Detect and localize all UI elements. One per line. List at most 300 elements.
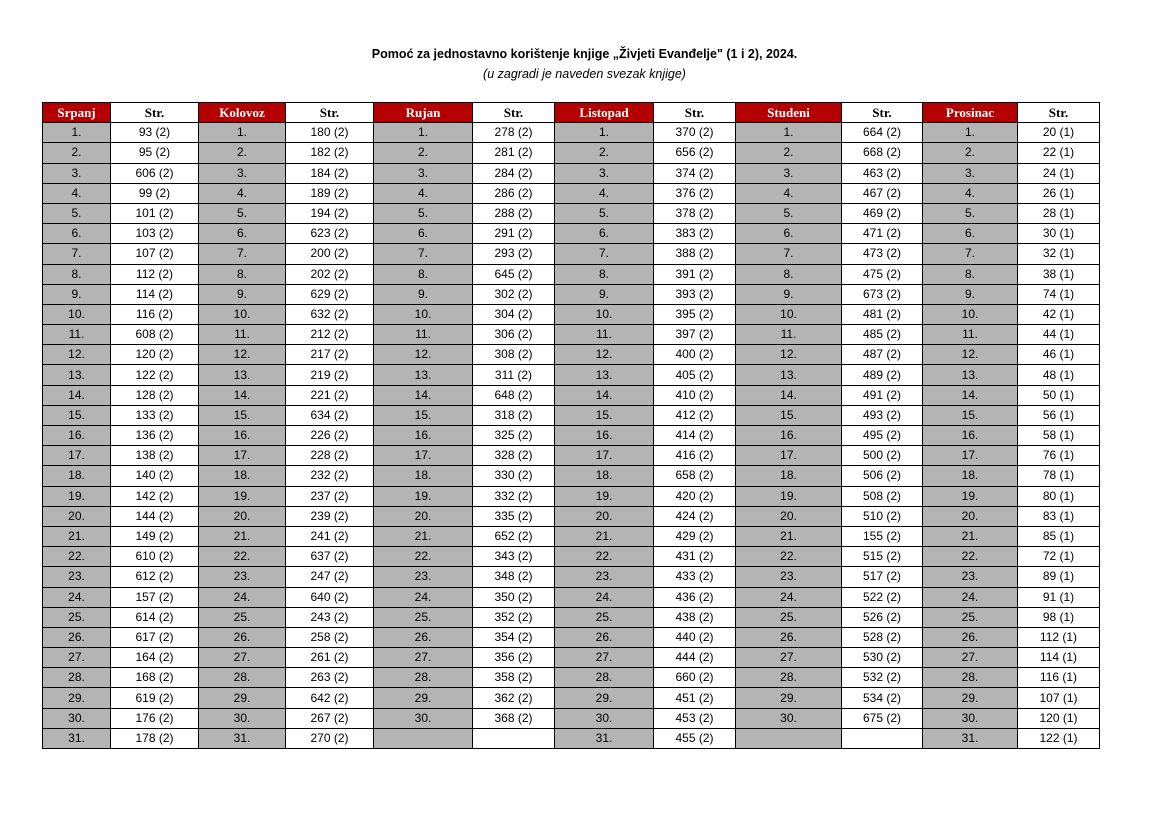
day-cell: 3. — [736, 163, 842, 183]
table-row — [43, 648, 1100, 668]
page-cell: 510 (2) — [842, 506, 923, 526]
day-cell: 14. — [736, 385, 842, 405]
day-cell: 26. — [923, 627, 1018, 647]
page-cell: 168 (2) — [111, 668, 199, 688]
page-cell: 194 (2) — [286, 203, 374, 223]
day-cell: 21. — [736, 526, 842, 546]
page-cell: 20 (1) — [1018, 123, 1100, 143]
month-header: Rujan — [374, 103, 473, 123]
page-cell: 239 (2) — [286, 506, 374, 526]
table-body — [43, 123, 1100, 749]
table-row — [43, 547, 1100, 567]
day-cell: 15. — [736, 405, 842, 425]
page-cell: 304 (2) — [473, 304, 555, 324]
day-cell: 14. — [923, 385, 1018, 405]
day-cell: 2. — [555, 143, 654, 163]
day-cell: 22. — [923, 547, 1018, 567]
page-cell: 431 (2) — [654, 547, 736, 567]
page-cell: 350 (2) — [473, 587, 555, 607]
day-cell: 5. — [374, 203, 473, 223]
day-cell: 9. — [736, 284, 842, 304]
page-cell: 308 (2) — [473, 345, 555, 365]
page-cell: 176 (2) — [111, 708, 199, 728]
day-cell: 18. — [199, 466, 286, 486]
day-cell: 8. — [923, 264, 1018, 284]
page-cell: 133 (2) — [111, 405, 199, 425]
page-cell: 640 (2) — [286, 587, 374, 607]
day-cell: 29. — [199, 688, 286, 708]
day-cell: 25. — [43, 607, 111, 627]
page-cell: 608 (2) — [111, 325, 199, 345]
day-cell: 28. — [736, 668, 842, 688]
day-cell: 13. — [43, 365, 111, 385]
day-cell: 22. — [555, 547, 654, 567]
day-cell: 24. — [374, 587, 473, 607]
page-cell: 530 (2) — [842, 648, 923, 668]
page-cell: 471 (2) — [842, 224, 923, 244]
day-cell: 11. — [43, 325, 111, 345]
page-cell: 144 (2) — [111, 506, 199, 526]
day-cell: 18. — [923, 466, 1018, 486]
day-cell: 17. — [555, 446, 654, 466]
day-cell: 30. — [736, 708, 842, 728]
page-cell: 140 (2) — [111, 466, 199, 486]
day-cell: 8. — [555, 264, 654, 284]
page-cell: 397 (2) — [654, 325, 736, 345]
day-cell: 30. — [923, 708, 1018, 728]
page-cell: 318 (2) — [473, 405, 555, 425]
page-cell: 652 (2) — [473, 526, 555, 546]
day-cell: 7. — [555, 244, 654, 264]
page-cell — [473, 728, 555, 748]
page-cell: 74 (1) — [1018, 284, 1100, 304]
page-cell: 612 (2) — [111, 567, 199, 587]
page-cell: 463 (2) — [842, 163, 923, 183]
day-cell: 18. — [43, 466, 111, 486]
page-cell: 376 (2) — [654, 183, 736, 203]
day-cell: 13. — [555, 365, 654, 385]
page-cell: 500 (2) — [842, 446, 923, 466]
day-cell: 19. — [43, 486, 111, 506]
day-cell: 15. — [923, 405, 1018, 425]
page-cell: 182 (2) — [286, 143, 374, 163]
page-cell: 634 (2) — [286, 405, 374, 425]
page-cell: 72 (1) — [1018, 547, 1100, 567]
day-cell: 22. — [374, 547, 473, 567]
day-cell: 14. — [43, 385, 111, 405]
page-cell: 619 (2) — [111, 688, 199, 708]
table-row — [43, 526, 1100, 546]
day-cell: 5. — [736, 203, 842, 223]
day-cell: 1. — [736, 123, 842, 143]
page-cell: 528 (2) — [842, 627, 923, 647]
page-column-header: Str. — [654, 103, 736, 123]
page-cell: 28 (1) — [1018, 203, 1100, 223]
page-cell: 388 (2) — [654, 244, 736, 264]
page-cell: 26 (1) — [1018, 183, 1100, 203]
page-cell: 247 (2) — [286, 567, 374, 587]
day-cell: 26. — [43, 627, 111, 647]
page-cell: 632 (2) — [286, 304, 374, 324]
day-cell: 22. — [736, 547, 842, 567]
page-cell: 455 (2) — [654, 728, 736, 748]
page-cell: 122 (1) — [1018, 728, 1100, 748]
page-cell: 383 (2) — [654, 224, 736, 244]
day-cell: 23. — [199, 567, 286, 587]
page-cell: 660 (2) — [654, 668, 736, 688]
page-cell: 76 (1) — [1018, 446, 1100, 466]
day-cell: 20. — [736, 506, 842, 526]
page-cell: 120 (1) — [1018, 708, 1100, 728]
day-cell: 8. — [199, 264, 286, 284]
day-cell: 30. — [199, 708, 286, 728]
day-cell: 26. — [555, 627, 654, 647]
page-cell: 202 (2) — [286, 264, 374, 284]
table-row — [43, 224, 1100, 244]
day-cell: 1. — [923, 123, 1018, 143]
page-cell: 664 (2) — [842, 123, 923, 143]
page-cell: 120 (2) — [111, 345, 199, 365]
day-cell: 17. — [374, 446, 473, 466]
page-cell: 433 (2) — [654, 567, 736, 587]
day-cell: 26. — [374, 627, 473, 647]
table-row — [43, 163, 1100, 183]
day-cell: 9. — [923, 284, 1018, 304]
day-cell: 29. — [923, 688, 1018, 708]
day-cell: 17. — [736, 446, 842, 466]
day-cell: 6. — [555, 224, 654, 244]
day-cell: 14. — [199, 385, 286, 405]
table-row — [43, 244, 1100, 264]
page-cell: 93 (2) — [111, 123, 199, 143]
day-cell: 31. — [199, 728, 286, 748]
day-cell: 8. — [374, 264, 473, 284]
page-cell: 261 (2) — [286, 648, 374, 668]
day-cell: 10. — [43, 304, 111, 324]
day-cell: 10. — [374, 304, 473, 324]
day-cell: 7. — [374, 244, 473, 264]
page-cell: 438 (2) — [654, 607, 736, 627]
page-cell: 178 (2) — [111, 728, 199, 748]
page-cell: 78 (1) — [1018, 466, 1100, 486]
page-cell: 32 (1) — [1018, 244, 1100, 264]
page-cell: 610 (2) — [111, 547, 199, 567]
page-cell: 258 (2) — [286, 627, 374, 647]
day-cell: 1. — [555, 123, 654, 143]
table-row — [43, 385, 1100, 405]
page-cell: 617 (2) — [111, 627, 199, 647]
day-cell: 13. — [374, 365, 473, 385]
day-cell: 20. — [923, 506, 1018, 526]
page-cell: 656 (2) — [654, 143, 736, 163]
page-cell: 42 (1) — [1018, 304, 1100, 324]
day-cell: 23. — [374, 567, 473, 587]
month-header: Listopad — [555, 103, 654, 123]
day-cell: 30. — [555, 708, 654, 728]
day-cell: 6. — [43, 224, 111, 244]
table-row — [43, 668, 1100, 688]
day-cell: 28. — [555, 668, 654, 688]
page-cell: 311 (2) — [473, 365, 555, 385]
page-cell: 325 (2) — [473, 426, 555, 446]
day-cell: 11. — [555, 325, 654, 345]
page-cell: 362 (2) — [473, 688, 555, 708]
day-cell: 15. — [43, 405, 111, 425]
day-cell: 4. — [199, 183, 286, 203]
page-cell: 352 (2) — [473, 607, 555, 627]
page-cell: 114 (2) — [111, 284, 199, 304]
page-cell: 614 (2) — [111, 607, 199, 627]
day-cell: 2. — [43, 143, 111, 163]
page-cell: 184 (2) — [286, 163, 374, 183]
page-cell: 420 (2) — [654, 486, 736, 506]
page-cell: 291 (2) — [473, 224, 555, 244]
page-cell: 328 (2) — [473, 446, 555, 466]
page-cell: 56 (1) — [1018, 405, 1100, 425]
page-cell: 116 (2) — [111, 304, 199, 324]
day-cell: 18. — [736, 466, 842, 486]
day-cell: 20. — [199, 506, 286, 526]
day-cell: 30. — [374, 708, 473, 728]
page-cell: 122 (2) — [111, 365, 199, 385]
page-cell: 642 (2) — [286, 688, 374, 708]
day-cell: 28. — [923, 668, 1018, 688]
page-cell: 508 (2) — [842, 486, 923, 506]
day-cell: 4. — [736, 183, 842, 203]
page-cell: 306 (2) — [473, 325, 555, 345]
day-cell: 2. — [199, 143, 286, 163]
table-row — [43, 304, 1100, 324]
day-cell: 29. — [736, 688, 842, 708]
day-cell: 11. — [199, 325, 286, 345]
day-cell: 27. — [43, 648, 111, 668]
day-cell: 18. — [374, 466, 473, 486]
day-cell: 3. — [555, 163, 654, 183]
table-row — [43, 405, 1100, 425]
page-cell: 534 (2) — [842, 688, 923, 708]
page-cell: 358 (2) — [473, 668, 555, 688]
page-cell — [842, 728, 923, 748]
page-column-header: Str. — [1018, 103, 1100, 123]
table-row — [43, 345, 1100, 365]
day-cell: 28. — [199, 668, 286, 688]
day-cell: 4. — [923, 183, 1018, 203]
page-cell: 467 (2) — [842, 183, 923, 203]
page-cell: 491 (2) — [842, 385, 923, 405]
page-column-header: Str. — [473, 103, 555, 123]
page-cell: 485 (2) — [842, 325, 923, 345]
day-cell: 4. — [374, 183, 473, 203]
page-cell: 85 (1) — [1018, 526, 1100, 546]
day-cell: 20. — [374, 506, 473, 526]
table-row — [43, 466, 1100, 486]
day-cell: 12. — [555, 345, 654, 365]
table-row — [43, 284, 1100, 304]
page-cell: 348 (2) — [473, 567, 555, 587]
page-cell: 648 (2) — [473, 385, 555, 405]
page-cell: 658 (2) — [654, 466, 736, 486]
day-cell: 28. — [43, 668, 111, 688]
page-cell: 281 (2) — [473, 143, 555, 163]
day-cell: 27. — [923, 648, 1018, 668]
day-cell: 27. — [555, 648, 654, 668]
day-cell: 22. — [43, 547, 111, 567]
page-cell: 481 (2) — [842, 304, 923, 324]
table-row — [43, 708, 1100, 728]
day-cell: 5. — [923, 203, 1018, 223]
day-cell: 27. — [374, 648, 473, 668]
day-cell: 14. — [555, 385, 654, 405]
table-row — [43, 486, 1100, 506]
page-cell: 114 (1) — [1018, 648, 1100, 668]
page-cell: 526 (2) — [842, 607, 923, 627]
day-cell: 9. — [199, 284, 286, 304]
day-cell: 15. — [199, 405, 286, 425]
page-cell: 91 (1) — [1018, 587, 1100, 607]
day-cell: 25. — [374, 607, 473, 627]
day-cell: 27. — [736, 648, 842, 668]
page-cell: 112 (2) — [111, 264, 199, 284]
page-cell: 83 (1) — [1018, 506, 1100, 526]
table-row — [43, 426, 1100, 446]
page-cell: 80 (1) — [1018, 486, 1100, 506]
day-cell: 11. — [736, 325, 842, 345]
page-cell: 180 (2) — [286, 123, 374, 143]
page-cell: 673 (2) — [842, 284, 923, 304]
day-cell: 24. — [555, 587, 654, 607]
page-cell: 436 (2) — [654, 587, 736, 607]
page-cell: 517 (2) — [842, 567, 923, 587]
page-column-header: Str. — [286, 103, 374, 123]
day-cell: 12. — [199, 345, 286, 365]
day-cell: 1. — [43, 123, 111, 143]
page-cell: 645 (2) — [473, 264, 555, 284]
page-cell: 136 (2) — [111, 426, 199, 446]
day-cell: 21. — [555, 526, 654, 546]
page-cell: 429 (2) — [654, 526, 736, 546]
table-row — [43, 567, 1100, 587]
day-cell: 4. — [43, 183, 111, 203]
day-cell: 26. — [736, 627, 842, 647]
day-cell: 16. — [374, 426, 473, 446]
day-cell: 24. — [923, 587, 1018, 607]
day-cell: 2. — [736, 143, 842, 163]
page-cell: 440 (2) — [654, 627, 736, 647]
day-cell: 17. — [199, 446, 286, 466]
day-cell: 9. — [374, 284, 473, 304]
day-cell: 6. — [374, 224, 473, 244]
page-cell: 469 (2) — [842, 203, 923, 223]
day-cell: 10. — [736, 304, 842, 324]
page-cell: 629 (2) — [286, 284, 374, 304]
day-cell: 30. — [43, 708, 111, 728]
day-cell: 5. — [43, 203, 111, 223]
day-cell: 21. — [199, 526, 286, 546]
day-cell: 2. — [923, 143, 1018, 163]
day-cell: 10. — [923, 304, 1018, 324]
page-cell: 103 (2) — [111, 224, 199, 244]
page-cell: 58 (1) — [1018, 426, 1100, 446]
table-row — [43, 688, 1100, 708]
page-cell: 24 (1) — [1018, 163, 1100, 183]
day-cell: 3. — [43, 163, 111, 183]
day-cell: 24. — [43, 587, 111, 607]
table-row — [43, 365, 1100, 385]
page-cell: 228 (2) — [286, 446, 374, 466]
page-cell: 606 (2) — [111, 163, 199, 183]
day-cell: 23. — [555, 567, 654, 587]
day-cell: 25. — [736, 607, 842, 627]
table-row — [43, 264, 1100, 284]
day-cell: 16. — [43, 426, 111, 446]
page-cell: 128 (2) — [111, 385, 199, 405]
page-cell: 395 (2) — [654, 304, 736, 324]
day-cell: 25. — [555, 607, 654, 627]
page-cell: 50 (1) — [1018, 385, 1100, 405]
page-cell: 343 (2) — [473, 547, 555, 567]
page-cell: 98 (1) — [1018, 607, 1100, 627]
page-cell: 237 (2) — [286, 486, 374, 506]
day-cell: 7. — [736, 244, 842, 264]
page-cell: 374 (2) — [654, 163, 736, 183]
day-cell: 29. — [43, 688, 111, 708]
page-cell: 219 (2) — [286, 365, 374, 385]
table-row — [43, 203, 1100, 223]
page-cell: 48 (1) — [1018, 365, 1100, 385]
day-cell: 9. — [555, 284, 654, 304]
day-cell: 3. — [923, 163, 1018, 183]
page-title: Pomoć za jednostavno korištenje knjige „Živjeti Evanđelje" (1 i 2), 2024. — [371, 47, 798, 61]
page-cell: 335 (2) — [473, 506, 555, 526]
page-column-header: Str. — [111, 103, 199, 123]
page-cell: 155 (2) — [842, 526, 923, 546]
table-header — [43, 103, 1100, 123]
day-cell: 16. — [923, 426, 1018, 446]
page-cell: 138 (2) — [111, 446, 199, 466]
day-cell: 11. — [923, 325, 1018, 345]
day-cell: 15. — [374, 405, 473, 425]
page-cell: 101 (2) — [111, 203, 199, 223]
page-cell: 226 (2) — [286, 426, 374, 446]
table-row — [43, 728, 1100, 748]
page-cell: 164 (2) — [111, 648, 199, 668]
day-cell: 21. — [43, 526, 111, 546]
day-cell: 13. — [736, 365, 842, 385]
page-cell: 142 (2) — [111, 486, 199, 506]
page-cell: 149 (2) — [111, 526, 199, 546]
day-cell: 23. — [43, 567, 111, 587]
page-cell: 393 (2) — [654, 284, 736, 304]
page-cell: 189 (2) — [286, 183, 374, 203]
page-cell: 107 (2) — [111, 244, 199, 264]
day-cell: 5. — [555, 203, 654, 223]
day-cell: 22. — [199, 547, 286, 567]
day-cell: 16. — [736, 426, 842, 446]
page-cell: 424 (2) — [654, 506, 736, 526]
page-cell: 243 (2) — [286, 607, 374, 627]
day-cell: 12. — [43, 345, 111, 365]
day-cell: 7. — [923, 244, 1018, 264]
page-cell: 495 (2) — [842, 426, 923, 446]
day-cell: 13. — [199, 365, 286, 385]
day-cell: 10. — [555, 304, 654, 324]
page-cell: 391 (2) — [654, 264, 736, 284]
day-cell: 16. — [199, 426, 286, 446]
day-cell: 8. — [43, 264, 111, 284]
day-cell: 4. — [555, 183, 654, 203]
page-cell: 286 (2) — [473, 183, 555, 203]
day-cell: 11. — [374, 325, 473, 345]
